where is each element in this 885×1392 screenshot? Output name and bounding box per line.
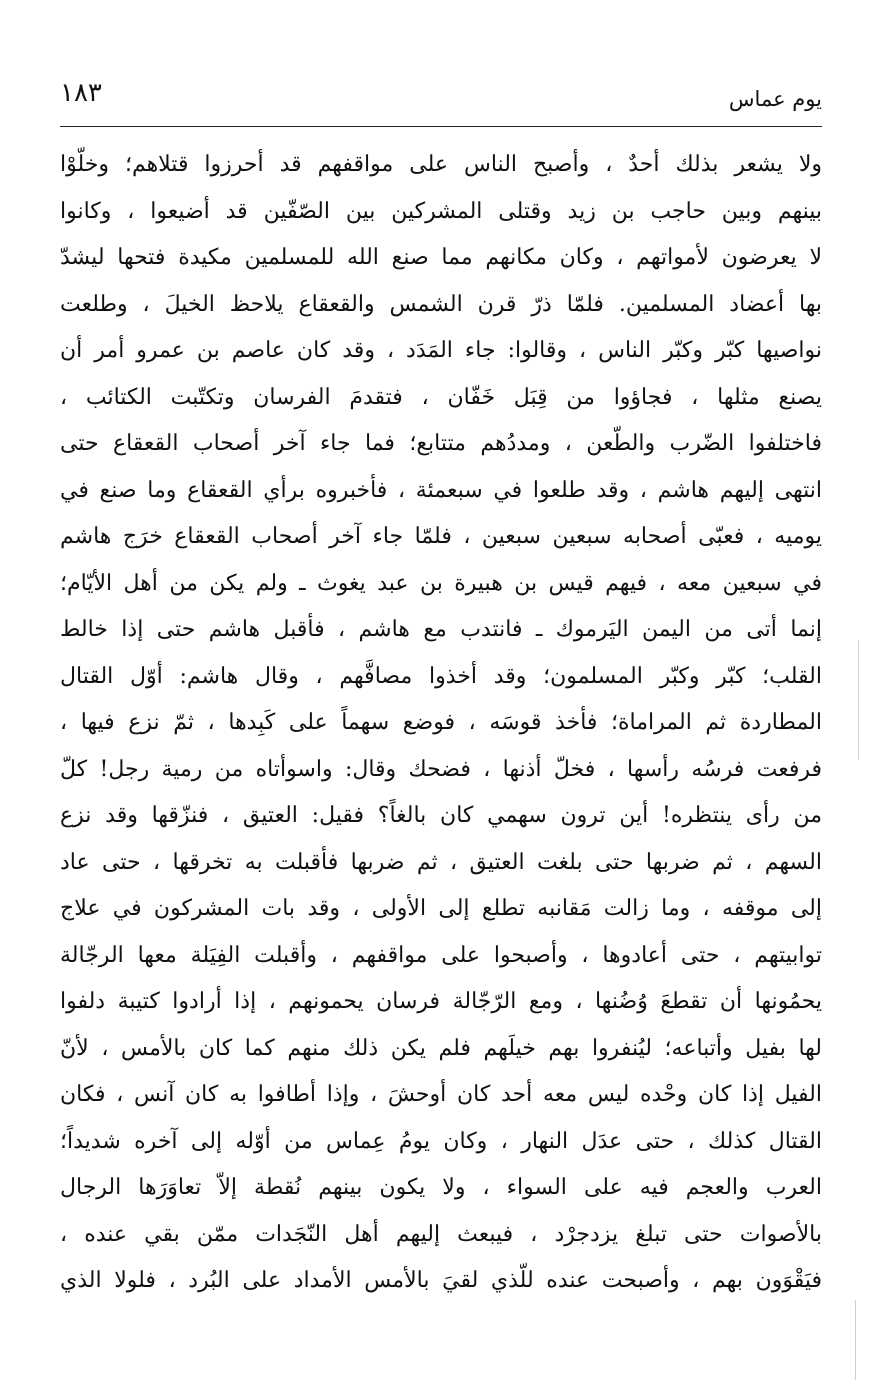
text-line: نواصيها كبّر وكبّر الناس ، وقالوا: جاء المَدَد ، وقد كان عاصم بن عمرو أمر أن bbox=[60, 338, 822, 363]
text-line: المطاردة ثم المراماة؛ فأخذ قوسَه ، فوضع سهماً على كَبِدها ، ثمّ نزع فيها ، bbox=[60, 710, 822, 735]
scan-edge-mark bbox=[855, 1300, 856, 1380]
text-line: توابيتهم ، حتى أعادوها ، وأصبحوا على مواقفهم ، وأقبلت الفِيَلة معها الرجّالة bbox=[60, 942, 822, 968]
text-line: إلى موقفه ، وما زالت مَقانبه تطلع إلى الأولى ، وقد بات المشركون في علاج bbox=[60, 896, 822, 921]
text-line: في سبعين معه ، فيهم قيس بن هبيرة بن عبد يغوث ـ ولم يكن من أهل الأيّام؛ bbox=[60, 570, 822, 596]
header-rule bbox=[60, 126, 822, 127]
text-line: ولا يشعر بذلك أحدٌ ، وأصبح الناس على مواقفهم قد أحرزوا قتلاهم؛ وخلّوْا bbox=[60, 152, 822, 177]
text-line: فيَقْوَون بهم ، وأصبحت عنده للّذي لقيَ بالأمس الأمداد على البُرد ، فلولا الذي bbox=[60, 1268, 822, 1293]
text-line: العرب والعجم فيه على السواء ، ولا يكون بينهم نُقطة إلاّ تعاوَرَها الرجال bbox=[60, 1175, 822, 1200]
text-line: القتال كذلك ، حتى عدَل النهار ، وكان يومُ عِماس من أوّله إلى آخره شديداً؛ bbox=[60, 1128, 822, 1154]
running-title: يوم عماس bbox=[728, 87, 822, 111]
text-line: فرفعت فرسُه رأسها ، فخلّ أذنها ، فضحك وقال: واسوأتاه من رمية رجل! كلّ bbox=[60, 756, 822, 782]
text-line: لا يعرضون لأمواتهم ، وكان مكانهم مما صنع الله للمسلمين مكيدة فتحها ليشدّ bbox=[60, 245, 822, 270]
text-line: انتهى إليهم هاشم ، وقد طلعوا في سبعمئة ، فأخبروه برأي القعقاع وما صنع في bbox=[60, 477, 822, 503]
text-line: القلب؛ كبّر وكبّر المسلمون؛ وقد أخذوا مصافَّهم ، وقال هاشم: أوّل القتال bbox=[60, 663, 822, 689]
text-line: يصنع مثلها ، فجاؤوا من قِبَل خَفّان ، فتقدمَ الفرسان وتكتّبت الكتائب ، bbox=[60, 384, 822, 410]
text-line: إنما أتى من اليمن اليَرموك ـ فانتدب مع هاشم ، فأقبل هاشم حتى إذا خالط bbox=[60, 617, 822, 642]
body-text bbox=[60, 142, 822, 1305]
text-line: يحمُونها أن تقطعَ وُضُنها ، ومع الرّجّالة فرسان يحمونهم ، إذا أرادوا كتيبة دلفوا bbox=[60, 989, 822, 1014]
text-line: من رأى ينتظره! أين ترون سهمي كان بالغاً؟ فقيل: العتيق ، فنزّقها وقد نزع bbox=[60, 803, 822, 828]
text-line: بها أعضاد المسلمين. فلمّا ذرّ قرن الشمس والقعقاع يلاحظ الخيلَ ، وطلعت bbox=[60, 291, 822, 317]
page-number: ١٨٣ bbox=[60, 78, 102, 108]
text-line: السهم ، ثم ضربها حتى بلغت العتيق ، ثم ضربها فأقبلت به تخرقها ، حتى عاد bbox=[60, 849, 822, 875]
text-line: بالأصوات حتى تبلغ يزدجرْد ، فيبعث إليهم أهل النّجَدات ممّن بقي عنده ، bbox=[60, 1221, 822, 1247]
text-line: بينهم وبين حاجب بن زيد وقتلى المشركين بين الصّفّين قد أضيعوا ، وكانوا bbox=[60, 198, 822, 224]
text-line: فاختلفوا الضّرب والطّعن ، ومددُهم متتابع؛ فما جاء آخر أصحاب القعقاع حتى bbox=[60, 431, 822, 456]
scan-edge-mark bbox=[858, 640, 859, 760]
text-line: الفيل إذا كان وحْده ليس معه أحد كان أوحشَ ، وإذا أطافوا به كان آنس ، فكان bbox=[60, 1082, 822, 1107]
text-line: يوميه ، فعبّى أصحابه سبعين سبعين ، فلمّا جاء آخر أصحاب القعقاع خرَج هاشم bbox=[60, 524, 822, 549]
page-header bbox=[60, 78, 822, 122]
text-line: لها بفيل وأتباعه؛ ليُنفروا بهم خيلَهم فلم يكن ذلك منهم كما كان بالأمس ، لأنّ bbox=[60, 1035, 822, 1061]
